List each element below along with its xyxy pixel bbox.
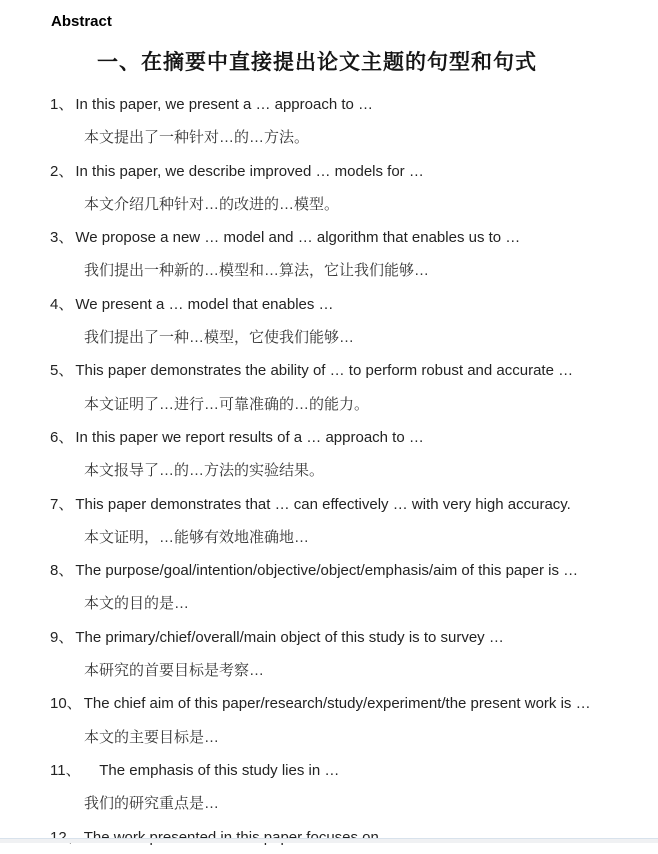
phrase-english-line (50, 421, 614, 454)
phrase-chinese-line: 本文介绍几种针对…的改进的…模型。 (84, 195, 340, 213)
phrase-english-line (50, 221, 614, 254)
phrase-english-line (50, 488, 614, 521)
phrase-english-line (50, 155, 614, 188)
phrase-list (50, 88, 614, 854)
item-english-text: In this paper we report results of a … approach to … (75, 428, 424, 446)
item-english-text: In this paper, we present a … approach to … (75, 96, 374, 113)
item-number: 7、 (50, 495, 74, 513)
item-english-text: We present a … model that enables … (75, 295, 334, 313)
item-english-text: The purpose/goal/intention/objective/object/emphasis/aim of this paper is … (75, 562, 579, 580)
phrase-english-line (50, 754, 614, 787)
phrase-english-line (50, 687, 614, 720)
phrase-chinese-line: 本文的目的是… (84, 595, 190, 613)
phrase-chinese-line: 我们提出了一种…模型，它使我们能够… (84, 329, 355, 347)
item-english-text: The emphasis of this study lies in … (82, 761, 340, 779)
item-number: 9、 (50, 628, 74, 646)
item-english-text: The primary/chief/overall/main object of this study is to survey … (75, 628, 504, 646)
item-english-text: This paper demonstrates the ability of … to perform robust and accurate … (75, 362, 574, 380)
page-title: Abstract (51, 13, 112, 30)
item-number: 10、 (50, 695, 82, 713)
section-heading: 一、在摘要中直接提出论文主题的句型和句式 (97, 51, 537, 74)
phrase-chinese-line: 我们的研究重点是… (84, 795, 220, 813)
item-number: 6、 (50, 428, 74, 446)
item-number: 2、 (50, 162, 74, 180)
phrase-chinese-line: 本研究的首要目标是考察… (84, 662, 265, 680)
bottom-edge-strip (0, 838, 658, 843)
phrase-chinese-line: 我们提出一种新的…模型和…算法，它让我们能够… (84, 262, 430, 280)
phrase-english-line (50, 288, 614, 321)
item-number: 4、 (50, 295, 74, 313)
phrase-english-line (50, 554, 614, 587)
phrase-english-line (50, 354, 614, 387)
item-number: 11、 (50, 761, 81, 779)
phrase-english-line (50, 88, 614, 121)
item-english-text: In this paper, we describe improved … models for … (75, 162, 424, 180)
item-english-text: We propose a new … model and … algorithm that enables us to … (75, 229, 521, 247)
phrase-chinese-line: 本文报导了…的…方法的实验结果。 (84, 462, 325, 480)
phrase-chinese-line: 本文的主要目标是… (84, 728, 220, 746)
phrase-english-line (50, 621, 614, 654)
phrase-chinese-line: 本文提出了一种针对…的…方法。 (84, 129, 310, 147)
item-number: 1、 (50, 96, 74, 113)
item-english-text: The chief aim of this paper/research/study/experiment/the present work is … (83, 695, 591, 713)
phrase-chinese-line: 本文证明了…进行…可靠准确的…的能力。 (84, 395, 370, 413)
phrase-chinese-line: 本文证明，…能够有效地准确地… (84, 528, 310, 546)
item-number: 5、 (50, 362, 74, 380)
item-number: 8、 (50, 562, 74, 580)
item-english-text: This paper demonstrates that … can effectively … with very high accuracy. (75, 495, 571, 513)
item-number: 3、 (50, 229, 74, 247)
